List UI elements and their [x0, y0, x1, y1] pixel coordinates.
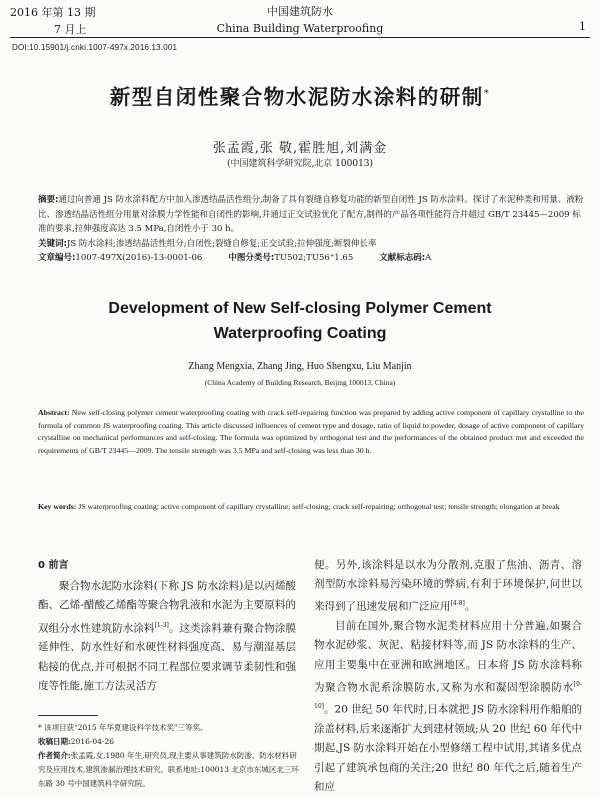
en-authors: Zhang Mengxia, Zhang Jing, Huo Shengxu, Liu Manjin: [188, 361, 412, 372]
doi: DOI:10.15901/j.cnki.1007-497x.2016.13.001: [12, 43, 178, 52]
page-number: 1: [579, 20, 586, 33]
body-text: 。20 世纪 50 年代时,日本就把 JS 防水涂料用作船舶的涂盖材料,后来逐渐扩大到建材领域;从 20 世纪 60 年代中期起,JS 防水涂料开始在小型修缮工程中试用,其诸多优点引起了建筑承包商的关注;20 世纪 80 年代之后,随着生产和应: [314, 703, 582, 793]
header-month: 7 月上: [54, 23, 87, 36]
footnote-fund: * 该项目获"2015 年华夏建设科学技术奖"三等奖。: [38, 723, 208, 732]
article-number-value: 1007-497X(2016)-13-0001-06: [75, 253, 203, 263]
en-title: [0, 296, 600, 346]
cn-title-footnote-mark: *: [483, 88, 491, 100]
cn-title-text: 新型自闭性聚合物水泥防水涂料的研制: [109, 85, 484, 109]
body-text: 。这类涂料兼有聚合物涂膜延伸性、防水性好和水硬性材料强度高、易与潮湿基层粘接的优点,并可根据不同工程部位要求调节柔韧性和强度等性能,施工方法灵活方: [38, 622, 296, 692]
footnote-author-bio: [38, 749, 300, 791]
footnotes: [38, 721, 300, 791]
footnote-received-label: 收稿日期:: [38, 737, 71, 746]
en-title-line1: Development of New Self-closing Polymer Cement: [108, 300, 492, 317]
journal-name-cn: 中国建筑防水: [267, 5, 333, 18]
body-paragraph: [314, 556, 582, 617]
en-abstract-text: New self-closing polymer cement waterproofing coating with crack self-repairing function was prepared by adding active component of capillary crystalline to the formula of common JS waterproofing coating. This article discussed influences of cement type and dosage, ratio of liquid to powder, dosage of active component of capillary crystalline on mechanical performances and self-closing. The formula was optimized by orthogonal test and the performances of the obtained product met and exceeded the requirements of GB/T 23445—2009. The tensile strength was 3.5 MPa and self-closing was less than 30 h.: [38, 408, 584, 456]
body-text: 。: [464, 600, 476, 613]
body-text: 便。另外,该涂料是以水为分散剂,克服了焦油、沥青、溶剂型防水涂料易污染环境的弊病,有利于环境保护,问世以来得到了迅速发展和广泛应用: [314, 559, 582, 613]
cn-affiliation: (中国建筑科学研究院,北京 100013): [226, 159, 374, 169]
cn-abstract: [38, 193, 584, 237]
footnote-bio-label: 作者简介:: [38, 751, 71, 760]
en-affiliation: (China Academy of Building Research, Beijing 100013, China): [204, 378, 396, 387]
body-left-column: [38, 556, 296, 696]
document-code: [379, 251, 431, 266]
cn-authors: 张孟霞,张 敬,霍胜旭,刘满金: [212, 141, 388, 156]
body-text: 目前在国外,聚合物水泥类材料应用十分普遍,如聚合物水泥砂浆、灰泥、粘接材料等,而 JS 防水涂料的生产、应用主要集中在亚洲和欧洲地区。日本将 JS 防水涂料称为聚合物水泥系涂膜防水,又称为水和凝固型涂膜防水: [314, 620, 582, 694]
cn-title: [0, 80, 600, 110]
document-code-label: 文献标志码:: [379, 253, 426, 263]
en-keywords-text: JS waterproofing coating; active component of capillary crystalline; self-closing; crack self-repairing; orthogonal test; tensile strength; elongation at break: [78, 502, 560, 511]
body-right-column: [314, 556, 582, 797]
cn-abstract-block: [38, 193, 584, 266]
cn-keywords-label: 关键词:: [38, 238, 67, 249]
en-abstract-paragraph: [38, 407, 584, 458]
en-abstract: [38, 407, 584, 458]
footnote-bio-text: 张孟霞,女,1980 年生,研究员,现主要从事建筑防水防渗、防水材料研究及应用技术,建筑渗漏治理技术研究。联系地址:100013 北京市东城区北三环东路 30 号中国建筑科学研究院。: [38, 751, 299, 788]
body-text: 聚合物水泥防水涂料(下称 JS 防水涂料)是以丙烯酸酯、乙烯-醋酸乙烯酯等聚合物乳液和水泥为主要原料的双组分水性建筑防水涂料: [38, 580, 296, 635]
en-keywords-label: Key words:: [38, 502, 77, 511]
journal-name-en: China Building Waterproofing: [216, 22, 384, 35]
en-keywords: [38, 501, 584, 514]
clc-number-value: TU502;TU56⁺1.65: [274, 253, 354, 263]
cn-meta: [38, 251, 584, 266]
body-paragraph: [38, 577, 296, 696]
citation-ref: [9-10]: [314, 680, 582, 711]
article-number: [38, 251, 202, 266]
section-heading: 0 前言: [38, 560, 69, 571]
en-abstract-label: Abstract:: [38, 408, 70, 417]
header-center: [0, 3, 600, 37]
body-paragraph: [314, 617, 582, 797]
footnote-received: [38, 735, 300, 749]
article-number-label: 文章编号:: [38, 253, 76, 263]
citation-ref: [1-3]: [154, 621, 169, 629]
document-code-value: A: [425, 253, 432, 263]
en-keywords-paragraph: [38, 501, 584, 514]
cn-abstract-label: 摘要:: [38, 195, 59, 205]
footnote-received-date: 2016-04-26: [70, 737, 115, 746]
clc-number: [228, 251, 353, 266]
cn-abstract-text: 通过向普通 JS 防水涂料配方中加入渗透结晶活性组分,制备了具有裂缝自修复功能的新型自闭性 JS 防水涂料。探讨了水泥种类和用量、液粉比、渗透结晶活性组分用量对涂膜力学性能和自闭性的影响,并通过正交试验优化了配方,制得的产品各项性能符合并超过 GB/T 23445—2009 标准的要求,拉伸强度高达 3.5 MPa,自闭性小于 30 h。: [38, 195, 584, 234]
cn-keywords: [38, 237, 584, 252]
en-title-line2: Waterproofing Coating: [213, 325, 387, 342]
footnote-rule: [38, 715, 98, 716]
clc-number-label: 中图分类号:: [228, 253, 275, 263]
citation-ref: [4-8]: [450, 600, 465, 608]
header-rule: [10, 37, 590, 38]
cn-keywords-text: JS 防水涂料;渗透结晶活性组分;自闭性;裂缝自修复;正交试验;拉伸强度;断裂伸长率: [66, 238, 377, 249]
header-year-issue: 2016 年第 13 期: [10, 6, 96, 19]
